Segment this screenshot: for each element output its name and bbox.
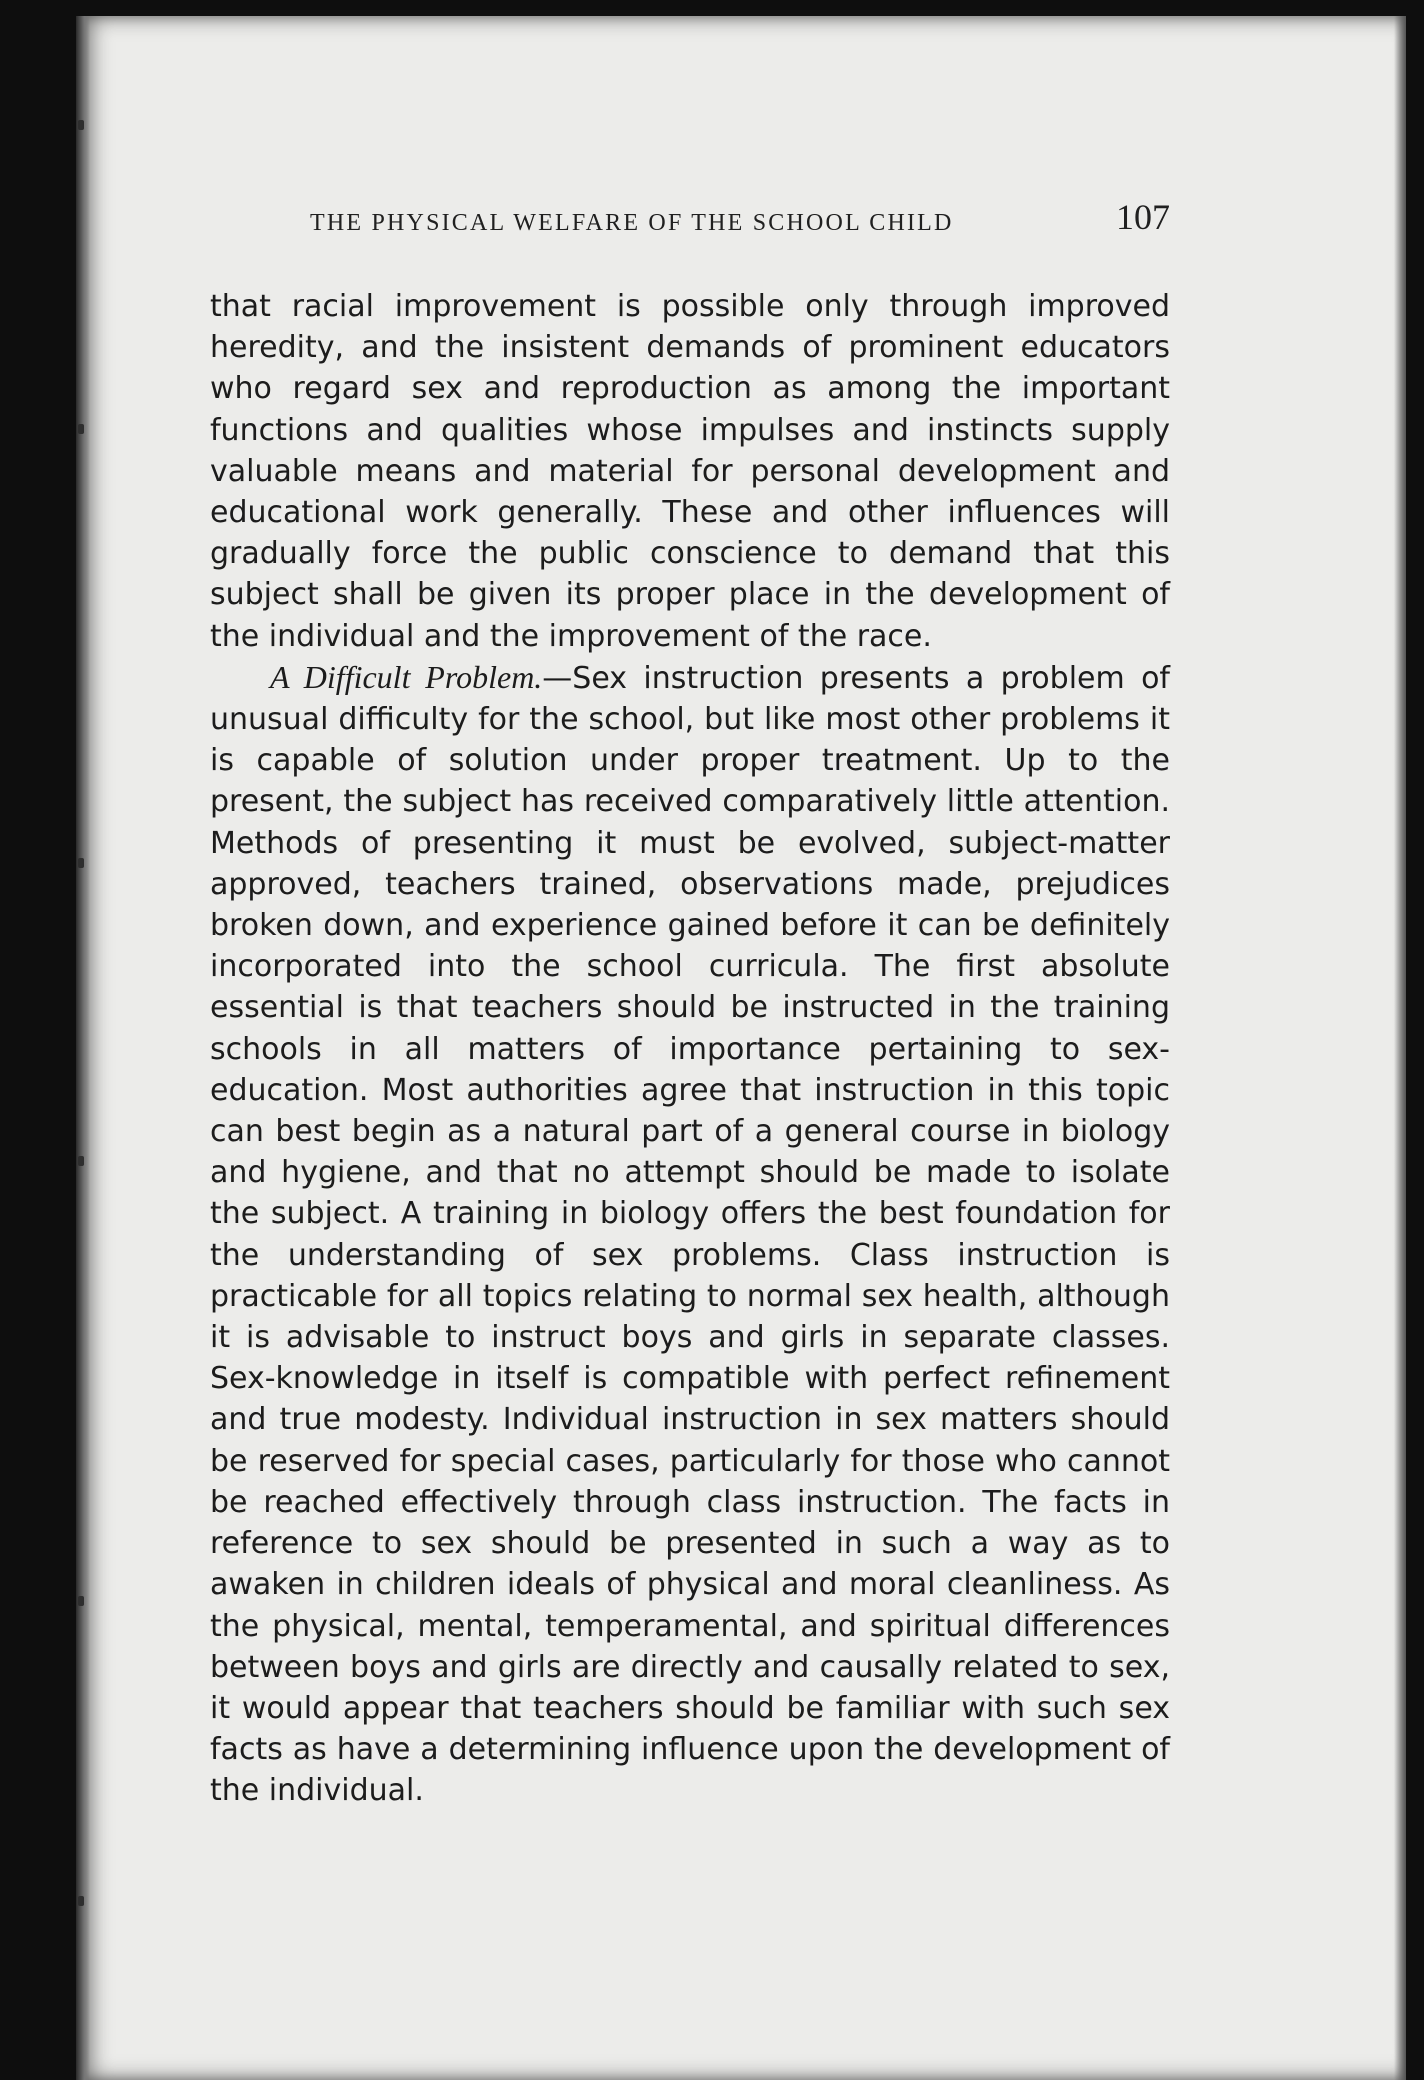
binding-mark <box>78 1596 84 1606</box>
running-head: THE PHYSICAL WELFARE OF THE SCHOOL CHILD <box>310 210 954 236</box>
paragraph <box>210 657 1170 1812</box>
page-header <box>210 196 1170 252</box>
binding-gutter-shadow <box>76 16 90 2080</box>
binding-mark <box>78 120 84 130</box>
binding-mark <box>78 1896 84 1906</box>
binding-mark <box>78 858 84 868</box>
paragraph: that racial improvement is possible only through improved heredity, and the insistent demands of prominent educators who regard sex and reproduction as among the important functions and qualities whose impulses and instincts supply valuable means and material for personal development and educational work generally. These and other influences will gradually force the public conscience to demand that this subject shall be given its proper place in the development of the individual and the improvement of the race. <box>210 289 1170 654</box>
page-edge-shadow <box>1394 16 1406 2080</box>
section-title: A Difficult Problem. <box>270 658 543 695</box>
page-number: 107 <box>1116 197 1170 237</box>
binding-mark <box>78 1156 84 1166</box>
body-text <box>210 286 1170 1812</box>
binding-mark <box>78 424 84 434</box>
paragraph-text: —Sex instruction presents a problem of unusual difficulty for the school, but like most other problems it is capable of solution under proper treatment. Up to the present, the subject has received comparatively little attention. Methods of presenting it must be evolved, subject-matter approved, teachers trained, observations made, prejudices broken down, and experience gained before it can be definitely incorporated into the school curricula. The first absolute essential is that teachers should be instructed in the training schools in all matters of importance pertaining to sex-education. Most authorities agree that instruction in this topic can best begin as a natural part of a general course in biology and hygiene, and that no attempt should be made to isolate the subject. A training in biology offers the best foundation for the understanding of sex problems. Class instruction is practicable for all topics relating to normal sex health, although it is advisable to instruct boys and girls in separate classes. Sex-knowledge in itself is compatible with perfect refinement and true modesty. Individual instruction in sex matters should be reserved for special cases, particularly for those who cannot be reached effectively through class instruction. The facts in reference to sex should be presented in such a way as to awaken in children ideals of physical and moral cleanliness. As the physical, mental, temperamental, and spiritual differences between boys and girls are directly and causally related to sex, it would appear that teachers should be familiar with such sex facts as have a determining influence upon the development of the individual. <box>210 660 1170 1809</box>
